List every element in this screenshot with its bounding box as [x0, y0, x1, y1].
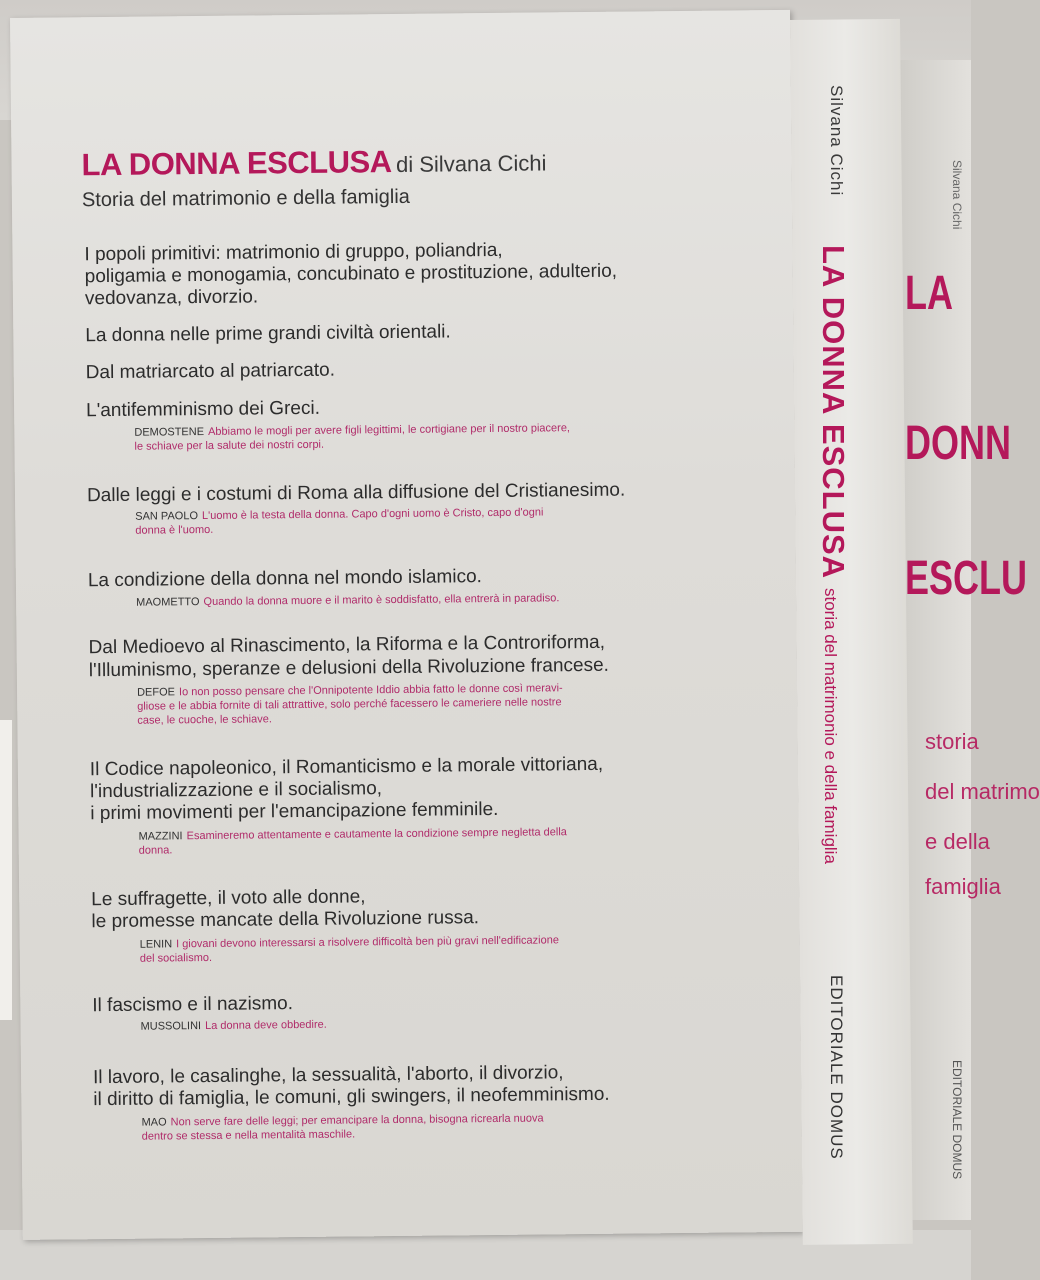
quote-text: La donna deve obbedire. — [205, 1018, 327, 1033]
author-byline: di Silvana Cichi — [395, 150, 547, 177]
section-heading: i primi movimenti per l'emancipazione femminile. — [90, 798, 499, 825]
book-title: LA DONNA ESCLUSA — [81, 144, 392, 183]
quote-text: le schiave per la salute dei nostri corpi. — [134, 438, 325, 453]
front-subtitle-line: famiglia — [925, 874, 1001, 899]
quote-author: MAO — [141, 1116, 167, 1129]
book-subtitle: Storia del matrimonio e della famiglia — [81, 185, 410, 212]
quote-text: Quando la donna muore e il marito è soddisfatto, ella entrerà in paradiso. — [203, 592, 560, 609]
section-heading: La donna nelle prime grandi civiltà orientali. — [85, 321, 451, 347]
quote — [134, 422, 570, 440]
section-heading: Il fascismo e il nazismo. — [92, 993, 294, 1017]
back-title-row — [81, 142, 546, 183]
quote-text: del socialismo. — [139, 951, 213, 965]
quote-text: Io non posso pensare che l'Onnipotente Iddio abbia fatto le donne così meravi- — [178, 682, 563, 699]
quote-text: donna. — [138, 844, 173, 857]
back-cover — [10, 10, 803, 1240]
quote-author: MUSSOLINI — [140, 1020, 202, 1033]
quote — [141, 1019, 327, 1034]
spine-publisher: EDITORIALE DOMUS — [827, 975, 846, 1160]
section-heading: Le suffragette, il voto alle donne, — [91, 886, 366, 911]
front-subtitle-line: e della — [925, 829, 990, 854]
quote-text: I giovani devono interessarsi a risolvere difficoltà ben più gravi nell'edificazione — [176, 934, 560, 951]
section-heading: Dal Medioevo al Rinascimento, la Riforma e la Controriforma, — [88, 631, 606, 659]
quote — [139, 826, 567, 843]
front-title-line: ESCLU — [905, 552, 1028, 605]
quote-text: L'uomo è la testa della donna. Capo d'ogni uomo è Cristo, capo d'ogni — [201, 506, 544, 523]
section-heading: La condizione della donna nel mondo islamico. — [87, 566, 482, 592]
front-subtitle-line: del matrimo — [925, 779, 1040, 804]
spine-title: LA DONNA ESCLUSA — [816, 245, 851, 580]
section-heading: l'Illuminismo, speranze e delusioni della Rivoluzione francese. — [88, 654, 609, 682]
quote-author: DEMOSTENE — [134, 425, 205, 439]
front-title-line: LA — [905, 267, 953, 320]
quote-author: MAZZINI — [138, 830, 183, 843]
quote — [142, 1112, 544, 1129]
quote-text: case, le cuoche, le schiave. — [137, 713, 272, 727]
front-author: Silvana Cichi — [950, 160, 964, 230]
section-heading: Il lavoro, le casalinghe, la sessualità, l'aborto, il divorzio, — [92, 1062, 564, 1089]
quote-author: LENIN — [139, 938, 173, 951]
quote-author: SAN PAOLO — [135, 510, 199, 523]
section-heading: I popoli primitivi: matrimonio di gruppo, poliandria, — [84, 239, 503, 266]
quote-author: DEFOE — [137, 686, 176, 699]
paper-edge — [0, 720, 12, 1020]
quote-text: dentro se stessa e nella mentalità maschile. — [141, 1128, 356, 1143]
quote — [140, 934, 559, 951]
section-heading: L'antifemminismo dei Greci. — [86, 397, 321, 422]
section-heading: vedovanza, divorzio. — [84, 286, 259, 310]
spine-author: Silvana Cichi — [827, 85, 846, 197]
section-heading: il diritto di famiglia, le comuni, gli swingers, il neofemminismo. — [93, 1083, 610, 1111]
quote — [135, 506, 543, 523]
quote-text: donna è l'uomo. — [135, 523, 214, 537]
section-heading: le promesse mancate della Rivoluzione russa. — [91, 907, 480, 933]
quote-text: Abbiamo le mogli per avere figli legittimi, le cortigiane per il nostro piacere, — [207, 422, 571, 438]
quote-text: Non serve fare delle leggi; per emancipare la donna, bisogna ricrearla nuova — [170, 1112, 544, 1129]
book-spine — [790, 19, 913, 1245]
quote-text: gliose e le abbia fornite di tali attrattive, solo perché facessero le cameriere nelle nostre — [137, 696, 562, 713]
section-heading: Dal matriarcato al patriarcato. — [85, 359, 336, 384]
section-heading: l'industrializzazione e il socialismo, — [89, 778, 383, 803]
section-heading: poligamia e monogamia, concubinato e prostituzione, adulterio, — [84, 260, 618, 288]
quote-text: Esamineremo attentamente e cautamente la condizione sempre negletta della — [186, 826, 567, 843]
front-publisher: EDITORIALE DOMUS — [950, 1060, 964, 1180]
quote — [136, 592, 559, 609]
section-heading: Il Codice napoleonico, il Romanticismo e la morale vittoriana, — [89, 753, 604, 781]
spine-subtitle: storia del matrimonio e della famiglia — [821, 588, 840, 864]
front-subtitle-line: storia — [925, 729, 979, 754]
section-heading: Dalle leggi e i costumi di Roma alla diffusione del Cristianesimo. — [86, 479, 626, 507]
front-title-line: DONN — [905, 417, 1011, 470]
quote-author: MAOMETTO — [136, 596, 200, 609]
